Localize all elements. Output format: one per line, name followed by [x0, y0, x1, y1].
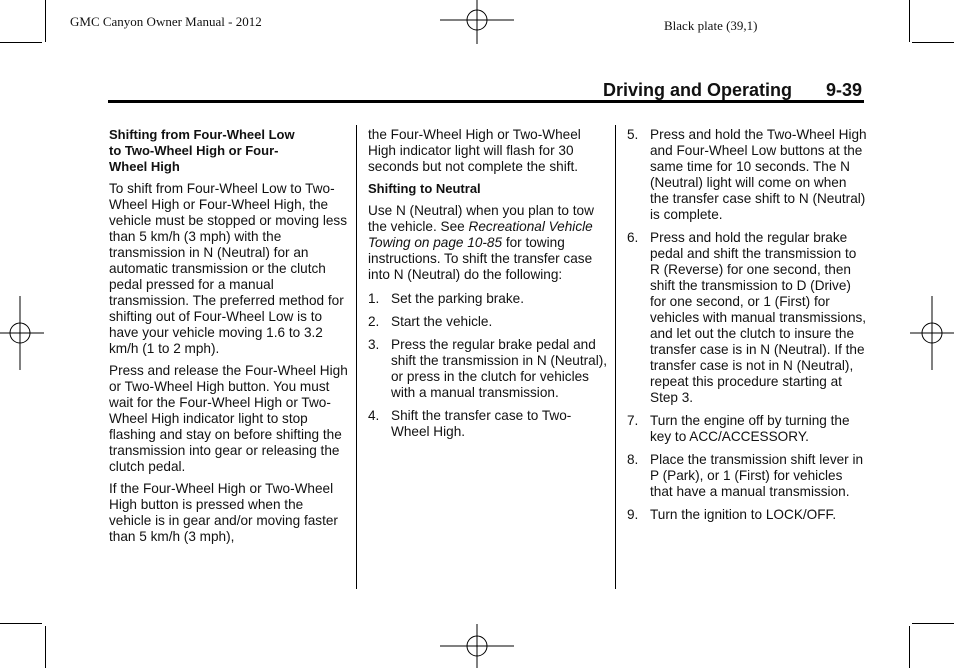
subheading: Shifting from Four-Wheel Low to Two-Wheel High or Four-Wheel High: [109, 127, 295, 174]
list-item: 6. Press and hold the regular brake pedal and shift the transmission to R (Reverse) for one second, then shift the transmission to D (Drive) for one second, or 1 (First) for vehicles with manual transmissions, and let out the clutch to insure the transfer case is in N (Neutral). If the transfer case is not in N (Neutral), repeat this procedure starting at Step 3.: [627, 230, 867, 405]
registration-mark-icon: [910, 296, 954, 370]
list-item: 5. Press and hold the Two-Wheel High and Four-Wheel Low buttons at the same time for 10 seconds. The N (Neutral) light will come on when the transfer case shift to N (Neutral) is complete.: [627, 127, 867, 222]
paragraph: the Four-Wheel High or Two-Wheel High indicator light will flash for 30 seconds but not complete the shift.: [368, 127, 581, 174]
crop-mark: [0, 623, 42, 624]
column-divider: [356, 125, 357, 589]
step-list: [368, 291, 608, 440]
crop-mark: [912, 42, 954, 43]
crop-mark: [912, 623, 954, 624]
manual-title: GMC Canyon Owner Manual - 2012: [70, 14, 262, 29]
plate-label: Black plate (39,1): [664, 18, 758, 33]
paragraph: If the Four-Wheel High or Two-Wheel High button is pressed when the vehicle is in gear and/or moving faster than 5 km/h (3 mph),: [109, 481, 338, 544]
list-item: 8. Place the transmission shift lever in P (Park), or 1 (First) for vehicles that have a manual transmission.: [627, 452, 864, 499]
column-2: [368, 127, 608, 447]
list-item: 1. Set the parking brake.: [368, 291, 524, 306]
list-item: 4. Shift the transfer case to Two-Wheel High.: [368, 408, 572, 439]
column-3: [627, 127, 867, 530]
paragraph: Press and release the Four-Wheel High or Two-Wheel High button. You must wait for the Four-Wheel High or Two-Wheel High indicator light to stop flashing and stay on before shifting the transmission into gear or releasing the clutch pedal.: [109, 363, 348, 474]
subheading: Shifting to Neutral: [368, 181, 481, 196]
registration-mark-icon: [440, 624, 514, 668]
section-title: Driving and Operating: [603, 80, 793, 100]
paragraph: Use N (Neutral) when you plan to tow the vehicle. See Recreational Vehicle Towing on page 10-85 for towing instructions. To shift the transfer case into N (Neutral) do the following:: [368, 203, 594, 282]
registration-mark-icon: [440, 0, 514, 44]
crop-mark: [909, 0, 910, 42]
crop-mark: [45, 0, 46, 42]
crop-mark: [909, 626, 910, 668]
crop-mark: [0, 42, 42, 43]
list-item: 3. Press the regular brake pedal and shift the transmission in N (Neutral), or press in the clutch for vehicles with a manual transmission.: [368, 337, 608, 400]
column-1: [109, 127, 349, 551]
registration-mark-icon: [0, 296, 44, 370]
step-list: [627, 127, 867, 523]
crop-mark: [45, 626, 46, 668]
page-number: 9-39: [826, 80, 863, 100]
list-item: 7. Turn the engine off by turning the key to ACC/ACCESSORY.: [627, 413, 850, 444]
paragraph: To shift from Four-Wheel Low to Two-Wheel High or Four-Wheel High, the vehicle must be stopped or moving less than 5 km/h (3 mph) with the transmission in N (Neutral) for an automatic transmission or the clutch pedal pressed for a manual transmission. The preferred method for shifting out of Four-Wheel Low is to have your vehicle moving 1.6 to 3.2 km/h (1 to 2 mph).: [109, 181, 348, 356]
cross-reference: Recreational Vehicle Towing on page 10-85: [368, 219, 593, 250]
column-divider: [615, 125, 616, 589]
section-rule: [108, 100, 864, 103]
list-item: 2. Start the vehicle.: [368, 314, 493, 329]
list-item: 9. Turn the ignition to LOCK/OFF.: [627, 507, 837, 522]
